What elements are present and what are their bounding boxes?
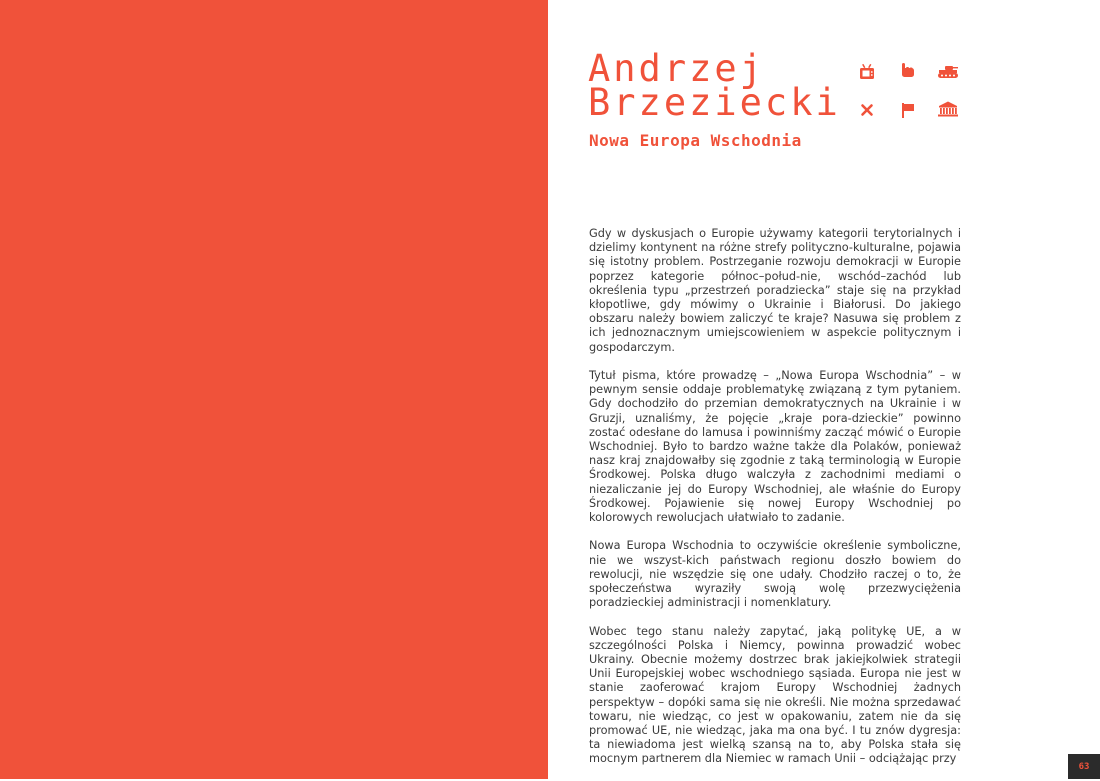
paragraph: Gdy w dyskusjach o Europie używamy kategorii terytorialnych i dzielimy kontynent na różne strefy polityczno-kulturalne, pojawia się istotny problem. Postrzeganie rozwoju demokracji w Europie poprzez kategorie północ–połud-nie, wschód–zachód lub określenia typu „przestrzeń poradziecka” staje się na przykład kłopotliwe, gdy mówimy o Ukrainie i Białorusi. Do jakiego obszaru należy bowiem zaliczyć te kraje? Nasuwa się problem z ich jednoznacznym umiejscowieniem w aspekcie politycznym i gospodarczym.: [589, 227, 961, 354]
paragraph: Tytuł pisma, które prowadzę – „Nowa Europa Wschodnia” – w pewnym sensie oddaje problematykę związaną z tym pytaniem. Gdy dochodziło do przemian demokratycznych na Ukrainie i w Gruzji, uznaliśmy, że pojęcie „kraje pora-dzieckie” powinno zostać odesłane do lamusa i powinniśmy zacząć mówić o Europie Wschodniej. Było to bardzo ważne także dla Polaków, ponieważ nasz kraj znajdowałby się zgodnie z taką terminologią w Europie Środkowej. Polska długo walczyła z zachodnimi mediami o niezaliczanie jej do Europy Wschodniej, ale właśnie do Europy Środkowej. Pojawienie się nowej Europy Wschodniej po kolorowych rewolucjach ułatwiało to zadanie.: [589, 369, 961, 525]
tank-icon: [937, 63, 959, 79]
article-title: Nowa Europa Wschodnia: [589, 131, 802, 150]
article-body: [589, 227, 961, 781]
paragraph: Nowa Europa Wschodnia to oczywiście określenie symboliczne, nie we wszyst-kich państwach regionu doszło bowiem do rewolucji, nie wszędzie się one udały. Chodziło raczej o to, że społeczeństwa wyraziły swoją wolę przezwyciężenia poradzieckiej administracji i nomenklatury.: [589, 539, 961, 610]
tv-icon: [856, 64, 878, 80]
pointing-hand-icon: [897, 62, 919, 78]
author-first-name: Andrzej: [588, 47, 765, 90]
cross-icon: [856, 102, 878, 118]
author-last-name: Brzeziecki: [588, 81, 841, 124]
left-accent-panel: [0, 0, 548, 779]
author-name: [588, 47, 841, 124]
paragraph: Wobec tego stanu należy zapytać, jaką politykę UE, a w szczególności Polska i Niemcy, powinna prowadzić wobec Ukrainy. Obecnie możemy dostrzec brak jakiejkolwiek strategii Unii Europejskiej wobec wschodniego sąsiada. Europa nie jest w stanie zaoferować krajom Europy Wschodniej żadnych perspektyw – dopóki sama się nie określi. Nie można sprzedawać towaru, nie wiedząc, co jest w opakowaniu, zatem nie da się promować UE, nie wiedząc, jaka ma ona być. I tu znów dygresja: ta niewiadoma jest wielką szansą na to, aby Polska stała się mocnym partnerem dla Niemiec w ramach Unii – odciążając przy: [589, 624, 961, 766]
page-number: 63: [1068, 754, 1100, 779]
flag-icon: [897, 102, 919, 118]
government-building-icon: [937, 101, 959, 117]
